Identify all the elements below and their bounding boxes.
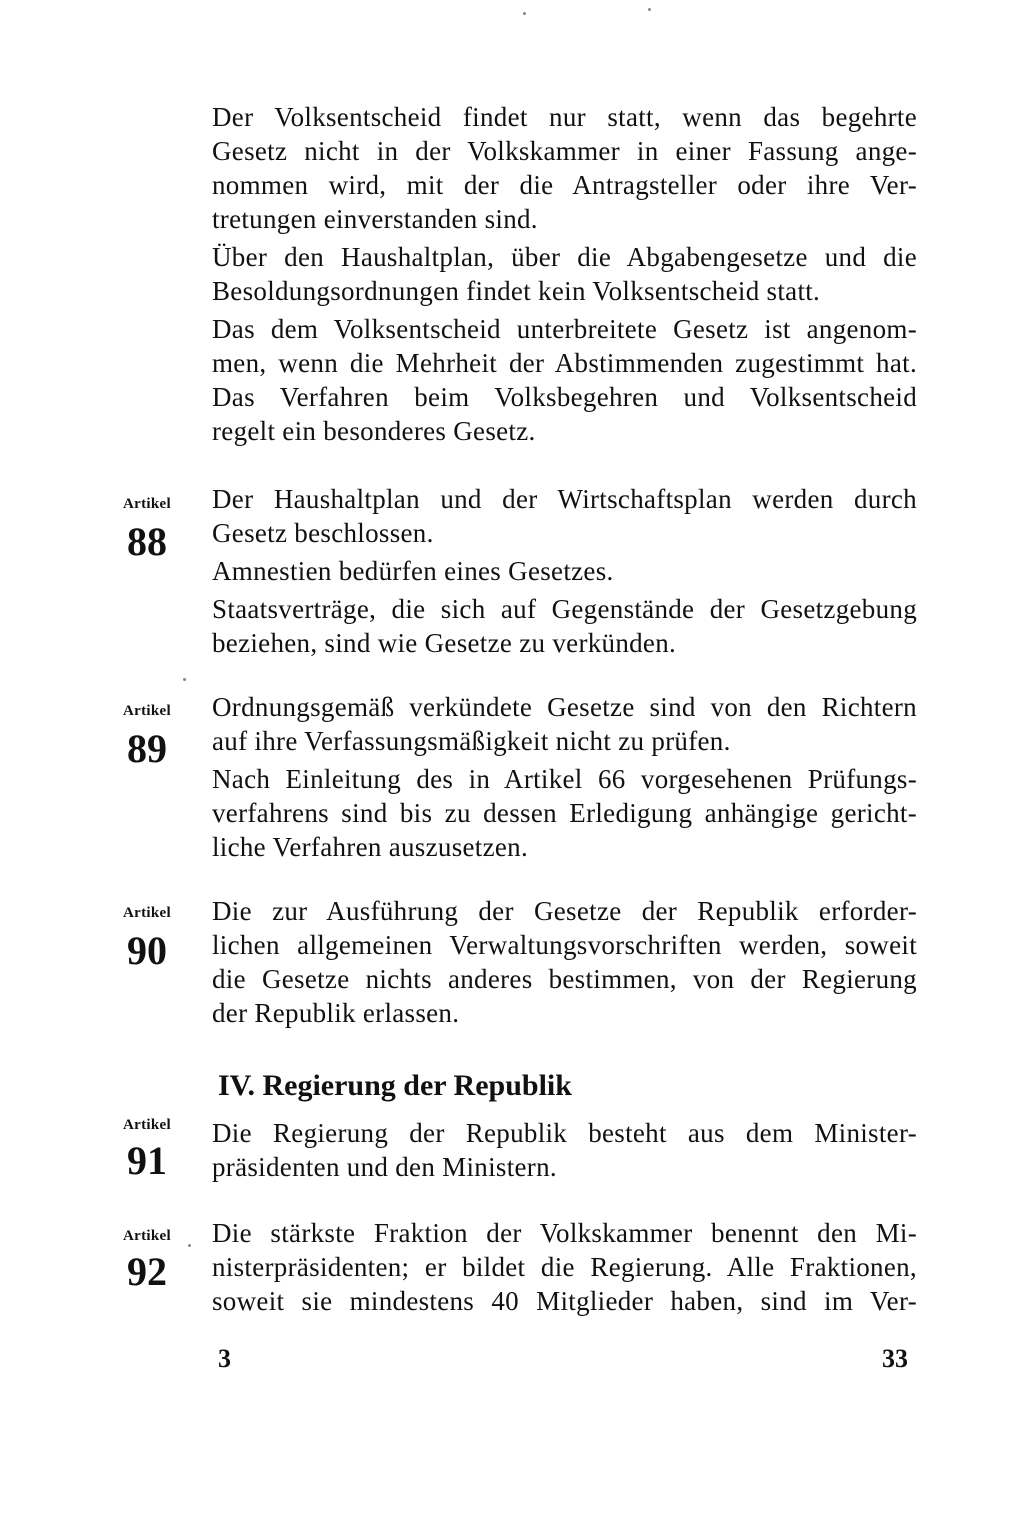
text-line: Besoldungsordnungen findet kein Volksentscheid statt.: [212, 276, 821, 306]
section-heading: IV. Regierung der Republik: [218, 1069, 572, 1102]
text-line: Gesetz nicht in der Volkskammer in einer Fassung ange-: [212, 136, 917, 166]
page-number: 33: [882, 1344, 908, 1373]
text-line: Über den Haushaltplan, über die Abgabengesetze und die: [212, 242, 917, 272]
article-label: Artikel: [123, 703, 171, 719]
article-number: 91: [127, 1138, 167, 1183]
article-number: 90: [127, 928, 167, 973]
text-line: Gesetz beschlossen.: [212, 518, 434, 548]
article-number: 89: [127, 726, 167, 771]
text-line: Die zur Ausführung der Gesetze der Republik erforder-: [212, 896, 917, 926]
article-number: 92: [127, 1249, 167, 1294]
text-line: die Gesetze nichts anderes bestimmen, von der Regierung: [212, 964, 917, 994]
text-line: verfahrens sind bis zu dessen Erledigung anhängige gericht-: [212, 798, 917, 828]
article-label: Artikel: [123, 905, 171, 921]
text-line: Staatsverträge, die sich auf Gegenstände der Gesetzgebung: [212, 594, 917, 624]
text-line: nisterpräsidenten; er bildet die Regierung. Alle Fraktionen,: [212, 1252, 917, 1282]
text-line: auf ihre Verfassungsmäßigkeit nicht zu prüfen.: [212, 726, 731, 756]
print-speck: [188, 1244, 191, 1247]
text-line: liche Verfahren auszusetzen.: [212, 832, 528, 862]
text-line: Der Volksentscheid findet nur statt, wenn das begehrte: [212, 102, 917, 132]
text-line: Amnestien bedürfen eines Gesetzes.: [212, 556, 614, 586]
text-line: Die stärkste Fraktion der Volkskammer benennt den Mi-: [212, 1218, 917, 1248]
text-line: Der Haushaltplan und der Wirtschaftsplan werden durch: [212, 484, 917, 514]
text-line: men, wenn die Mehrheit der Abstimmenden zugestimmt hat.: [212, 348, 917, 378]
text-line: präsidenten und den Ministern.: [212, 1152, 557, 1182]
text-line: tretungen einverstanden sind.: [212, 204, 538, 234]
article-label: Artikel: [123, 496, 171, 512]
text-line: der Republik erlassen.: [212, 998, 460, 1028]
print-speck: [523, 12, 526, 15]
signature-mark: 3: [218, 1344, 231, 1373]
text-line: Nach Einleitung des in Artikel 66 vorgesehenen Prüfungs-: [212, 764, 917, 794]
print-speck: [648, 8, 651, 11]
text-line: beziehen, sind wie Gesetze zu verkünden.: [212, 628, 677, 658]
text-line: lichen allgemeinen Verwaltungsvorschriften werden, soweit: [212, 930, 917, 960]
text-line: Die Regierung der Republik besteht aus dem Minister-: [212, 1118, 917, 1148]
article-number: 88: [127, 519, 167, 564]
print-speck: [183, 678, 186, 681]
article-label: Artikel: [123, 1117, 171, 1133]
text-line: regelt ein besonderes Gesetz.: [212, 416, 536, 446]
article-label: Artikel: [123, 1228, 171, 1244]
text-line: Ordnungsgemäß verkündete Gesetze sind von den Richtern: [212, 692, 917, 722]
text-line: Das dem Volksentscheid unterbreitete Gesetz ist angenom-: [212, 314, 917, 344]
text-line: soweit sie mindestens 40 Mitglieder haben, sind im Ver-: [212, 1286, 917, 1316]
text-line: Das Verfahren beim Volksbegehren und Volksentscheid: [212, 382, 917, 412]
text-line: nommen wird, mit der die Antragsteller oder ihre Ver-: [212, 170, 917, 200]
